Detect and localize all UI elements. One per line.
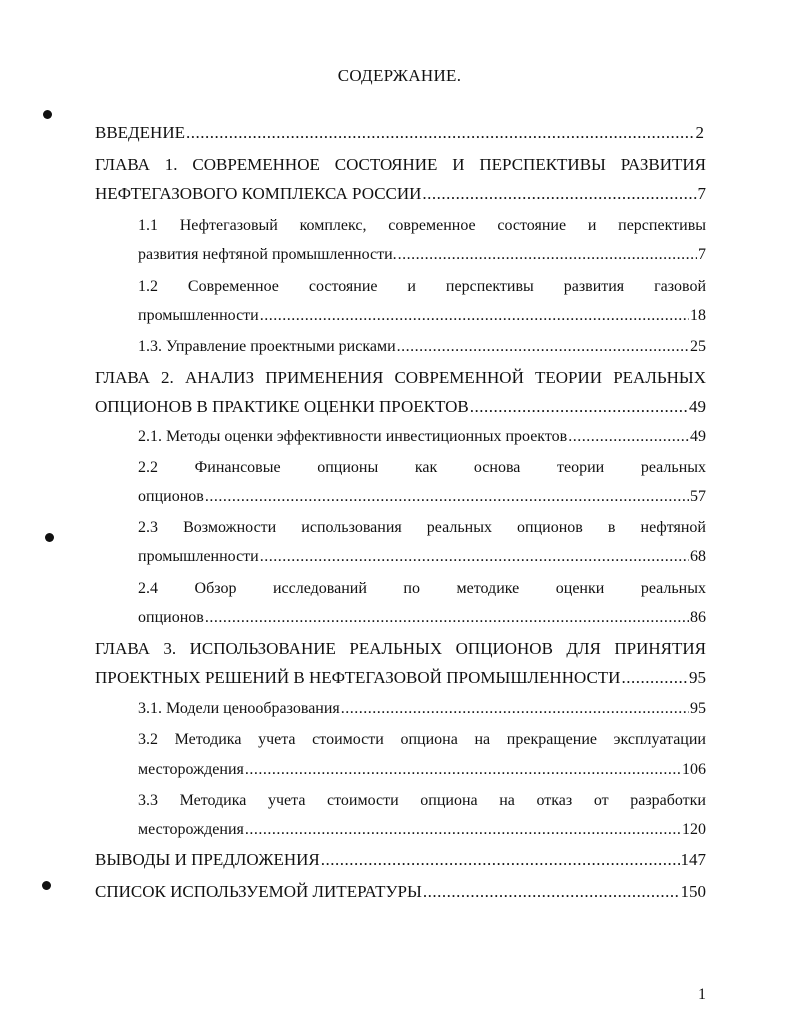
toc-entry-s13 [138,335,706,359]
toc-leader-dots [341,697,689,721]
toc-entry-title: 3.1. Модели ценообразования [138,700,340,717]
toc-entry-ch2-line1: ГЛАВА 2. АНАЛИЗ ПРИМЕНЕНИЯ СОВРЕМЕННОЙ ТЕОРИИ РЕАЛЬНЫХ [95,368,706,387]
toc-entry-title: НЕФТЕГАЗОВОГО КОМПЛЕКСА РОССИИ [95,184,422,203]
toc-entry-ch1 [95,182,706,206]
toc-entry-s11 [138,243,706,267]
toc-entry-title: 1.3. Управление проектными рисками [138,338,396,355]
punch-hole-mark [45,533,54,542]
toc-leader-dots [245,818,681,842]
toc-entry-ch1-line1: ГЛАВА 1. СОВРЕМЕННОЕ СОСТОЯНИЕ И ПЕРСПЕКТИВЫ РАЗВИТИЯ [95,155,706,174]
toc-entry-ch3 [95,666,706,690]
toc-leader-dots [422,182,696,206]
toc-entry-title: месторождения [138,761,244,778]
toc-entry-title: опционов [138,609,204,626]
toc-entry-title: ПРОЕКТНЫХ РЕШЕНИЙ В НЕФТЕГАЗОВОЙ ПРОМЫШЛЕННОСТИ [95,668,621,687]
toc-entry-title: развития нефтяной промышленности. [138,246,397,263]
toc-entry-title: ВЫВОДЫ И ПРЕДЛОЖЕНИЯ [95,850,320,869]
toc-entry-intro [95,121,704,145]
toc-entry-conclusions [95,848,706,872]
toc-entry-s24 [138,606,706,630]
toc-entry-page: 2 [695,123,704,142]
toc-entry-title: СПИСОК ИСПОЛЬЗУЕМОЙ ЛИТЕРАТУРЫ [95,882,422,901]
toc-entry-s32-line1: 3.2 Методика учета стоимости опциона на прекращение эксплуатации [138,731,706,748]
toc-entry-page: 7 [697,184,706,203]
toc-leader-dots [398,243,697,267]
toc-entry-s12 [138,304,706,328]
toc-entry-page: 120 [682,821,706,838]
toc-entry-title: ОПЦИОНОВ В ПРАКТИКЕ ОЦЕНКИ ПРОЕКТОВ [95,397,469,416]
toc-entry-page: 86 [690,609,706,626]
toc-entry-page: 18 [690,307,706,324]
toc-entry-page: 49 [689,397,706,416]
page-number: 1 [698,986,706,1003]
toc-entry-title: 2.1. Методы оценки эффективности инвестиционных проектов [138,428,568,445]
punch-hole-mark [43,110,52,119]
toc-entry-s23-line1: 2.3 Возможности использования реальных опционов в нефтяной [138,519,706,536]
toc-entry-page: 147 [680,850,706,869]
toc-entry-s22-line1: 2.2 Финансовые опционы как основа теории реальных [138,459,706,476]
toc-entry-s22 [138,485,706,509]
toc-leader-dots [186,121,695,145]
toc-leader-dots [397,335,689,359]
toc-leader-dots [205,606,689,630]
toc-leader-dots [621,666,688,690]
toc-entry-s33 [138,818,706,842]
toc-leader-dots [470,395,688,419]
toc-entry-references [95,880,706,904]
toc-leader-dots [205,485,689,509]
toc-entry-title: промышленности [138,307,259,324]
toc-entry-page: 68 [690,548,706,565]
toc-entry-page: 25 [690,338,706,355]
toc-leader-dots [423,880,680,904]
toc-entry-ch2 [95,395,706,419]
toc-entry-title: ВВЕДЕНИЕ [95,123,185,142]
toc-entry-ch3-line1: ГЛАВА 3. ИСПОЛЬЗОВАНИЕ РЕАЛЬНЫХ ОПЦИОНОВ ДЛЯ ПРИНЯТИЯ [95,639,706,658]
toc-entry-page: 95 [689,668,706,687]
toc-entry-title: промышленности [138,548,259,565]
toc-entry-s12-line1: 1.2 Современное состояние и перспективы развития газовой [138,278,706,295]
toc-leader-dots [260,304,689,328]
toc-entry-s31 [138,697,706,721]
toc-entry-s23 [138,545,706,569]
toc-leader-dots [321,848,680,872]
toc-entry-s24-line1: 2.4 Обзор исследований по методике оценки реальных [138,580,706,597]
toc-entry-page: 106 [682,761,706,778]
toc-entry-page: 150 [680,882,706,901]
toc-entry-page: 49 [690,428,706,445]
toc-entry-page: 7 [698,246,706,263]
toc-entry-s33-line1: 3.3 Методика учета стоимости опциона на отказ от разработки [138,792,706,809]
toc-leader-dots [568,425,689,449]
toc-leader-dots [245,758,681,782]
toc-leader-dots [260,545,689,569]
toc-entry-s21 [138,425,706,449]
toc-entry-title: опционов [138,488,204,505]
toc-entry-s11-line1: 1.1 Нефтегазовый комплекс, современное состояние и перспективы [138,217,706,234]
toc-entry-page: 95 [690,700,706,717]
toc-entry-page: 57 [690,488,706,505]
page-title: СОДЕРЖАНИЕ. [337,66,462,85]
toc-entry-title: месторождения [138,821,244,838]
punch-hole-mark [42,881,51,890]
toc-entry-s32 [138,758,706,782]
